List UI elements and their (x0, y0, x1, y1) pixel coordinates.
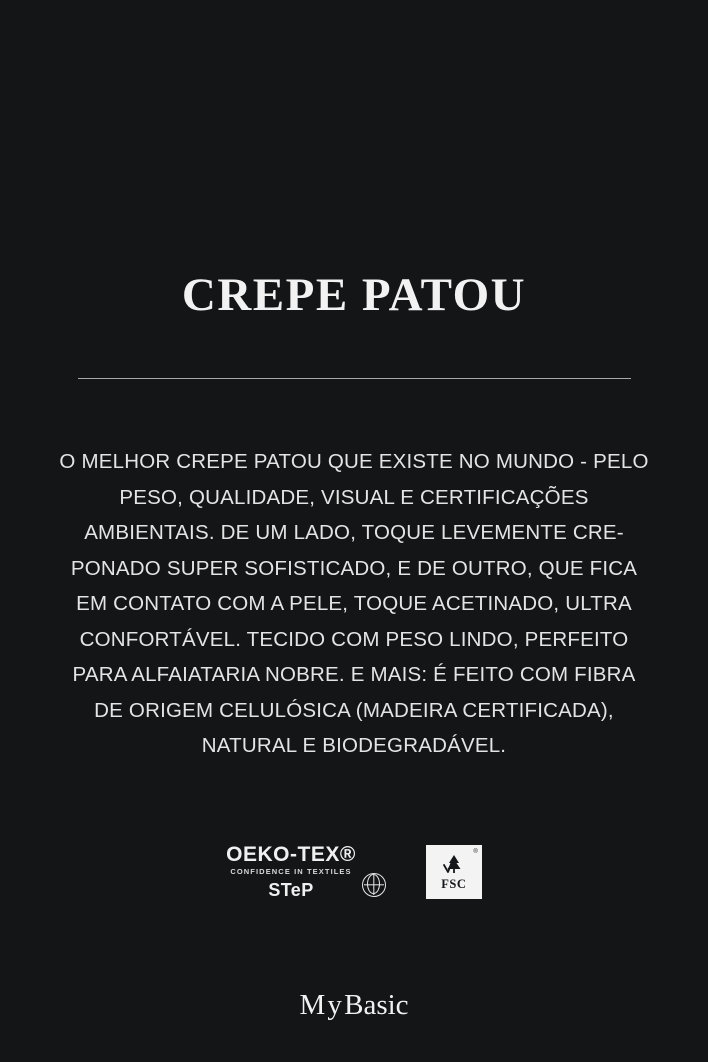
title-divider (78, 378, 631, 379)
oeko-tex-logo (226, 844, 386, 899)
fsc-tree-checkmark-icon (441, 853, 467, 877)
globe-icon (362, 873, 386, 897)
fsc-registered-mark: ® (473, 848, 478, 855)
fsc-logo (426, 845, 482, 899)
product-description: O MELHOR CREPE PATOU QUE EXISTE NO MUNDO - PELO PESO, QUALIDADE, VISUAL E CERTIFICAÇÕES AMBIENTAIS. DE UM LADO, TOQUE LEVEMENTE CRE-PONADO SUPER SOFISTICADO, E DE OUTRO, QUE FICA EM CONTATO COM A PELE, TOQUE ACETINADO, ULTRA CONFORTÁVEL. TECIDO COM PESO LINDO, PERFEITO PARA ALFAIATARIA NOBRE. E MAIS: É FEITO COM FIBRA DE ORIGEM CELULÓSICA (MADEIRA CERTIFICADA), NATURAL E BIODEGRADÁVEL. (59, 450, 649, 758)
certification-logos (226, 844, 482, 899)
oeko-tex-text-block (226, 844, 356, 899)
oeko-tex-name: OEKO-TEX® (226, 843, 356, 867)
oeko-tex-tagline: CONFIDENCE IN TEXTILES (230, 867, 352, 877)
page-title: CREPE PATOU (181, 269, 527, 321)
brand-logo (299, 988, 409, 1021)
brand-name-second: Basic (344, 988, 409, 1021)
fsc-label: FSC (441, 876, 467, 891)
oeko-tex-program: STeP (268, 879, 314, 900)
brand-name-first: My (299, 988, 345, 1021)
